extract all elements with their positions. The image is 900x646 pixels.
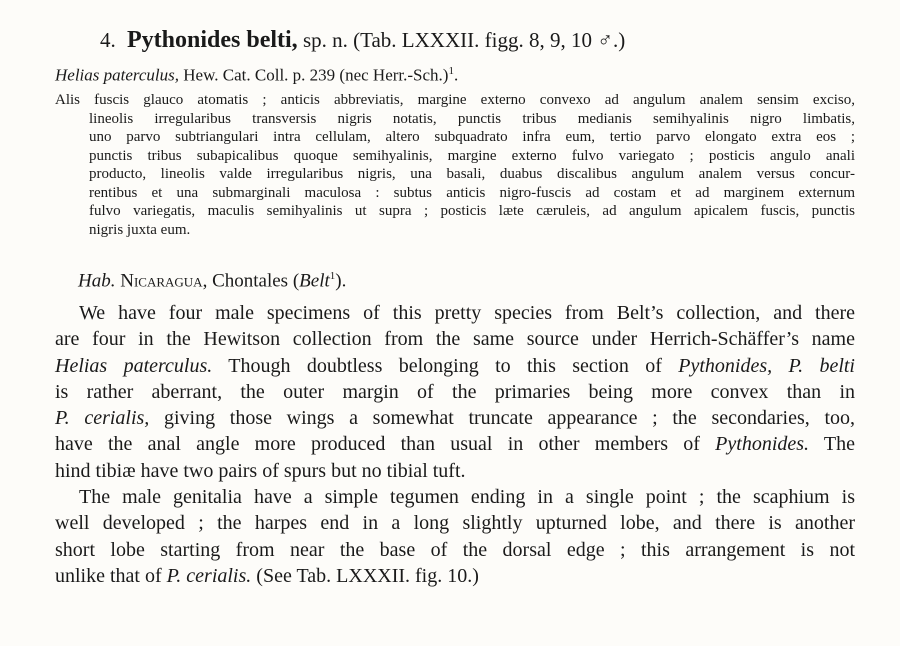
taxon-name: P. cerialis, (55, 407, 150, 430)
species-status: sp. n. (302, 28, 348, 52)
synonym-name: Helias paterculus, (55, 65, 180, 85)
paragraph-line: The male genitalia have a simple tegumen ending in a single point ; the scaphium is (79, 486, 855, 509)
species-number: 4. (100, 28, 116, 52)
plate-reference: (Tab. LXXXII. figg. 8, 9, 10 ♂.) (353, 28, 626, 52)
diagnosis-line: producto, lineolis valde irregularibus nigris, una basali, duabus discalibus angulum analem versus concur- (89, 166, 855, 182)
paragraph-line: hind tibiæ have two pairs of spurs but no tibial tuft. (55, 459, 466, 482)
diagnosis-line: lineolis irregularibus transversis nigris notatis, punctis tribus medianis semihyalinis nigro limbatis, (89, 110, 855, 127)
species-name: Pythonides belti, (127, 27, 298, 53)
species-heading (100, 26, 625, 54)
paragraph-line: are four in the Hewitson collection from the same source under Herrich-Schäffer’s name (55, 328, 855, 351)
synonym-citation: Hew. Cat. Coll. p. 239 (nec Herr.-Sch.) (183, 65, 449, 85)
habitat-label: Hab. (78, 270, 116, 292)
taxon-name: P. cerialis. (166, 564, 252, 587)
paragraph-line (55, 431, 855, 457)
paragraph-line (55, 353, 855, 379)
paragraph-line (55, 563, 855, 589)
description-text (55, 300, 855, 589)
habitat-country: Nicaragua, (120, 270, 208, 292)
paragraph-line: short lobe starting from near the base of the dorsal edge ; this arrangement is not (55, 538, 855, 561)
taxon-name: Pythonides, P. belti (678, 354, 855, 377)
latin-diagnosis (55, 91, 855, 239)
paragraph-text: Though doubtless belonging to this section of (212, 354, 679, 377)
paragraph-line: We have four male specimens of this pretty species from Belt’s collection, and there (79, 302, 855, 324)
synonym-end: . (453, 65, 459, 85)
paragraph-text: have the anal angle more produced than usual in other members of (55, 433, 716, 456)
paragraph-text: The (809, 433, 855, 456)
diagnosis-line: nigris juxta eum. (89, 221, 191, 238)
paragraph-line: is rather aberrant, the outer margin of the primaries being more convex than in (55, 380, 855, 403)
paragraph-text: unlike that of (55, 564, 167, 587)
habitat-collector: Belt (299, 270, 330, 292)
synonym-line (55, 60, 458, 87)
diagnosis-line: fulvo variegatis, maculis semihyalinis ut supra ; posticis læte cæruleis, ad angulum apicalem fuscis, punctis (89, 203, 855, 219)
taxon-name: Helias paterculus. (55, 354, 213, 377)
paragraph-line: well developed ; the harpes end in a long slightly upturned lobe, and there is another (55, 512, 855, 535)
footnote-mark: 1 (329, 270, 336, 282)
habitat-locality: Chontales (212, 270, 289, 292)
diagnosis-line: punctis tribus subapicalibus quoque semihyalinis, margine externo fulvo variegato ; posticis angulo anali (89, 147, 855, 164)
diagnosis-line: Alis fuscis glauco atomatis ; anticis abbreviatis, margine externo convexo ad angulum analem sensim exciso, (55, 92, 855, 108)
footnote-mark: 1 (448, 65, 454, 77)
paragraph-line (55, 405, 855, 431)
diagnosis-line: uno parvo subtriangulari intra cellulam, altero subquadrato infra eum, tertio parvo elongato extra eos ; (89, 129, 855, 145)
diagnosis-line: rentibus et una submarginali maculosa : subtus anticis nigro-fuscis ad costam et ad marginem externum (89, 184, 855, 201)
paragraph-text: giving those wings a somewhat truncate appearance ; the secondaries, too, (149, 407, 855, 430)
paragraph-text: (See Tab. LXXXII. fig. 10.) (251, 564, 479, 587)
habitat-line: Hab. Nicaragua, Chontales (Belt$^1$). (78, 270, 347, 292)
taxon-name: Pythonides. (715, 433, 810, 456)
habitat-end: ). (335, 270, 347, 292)
